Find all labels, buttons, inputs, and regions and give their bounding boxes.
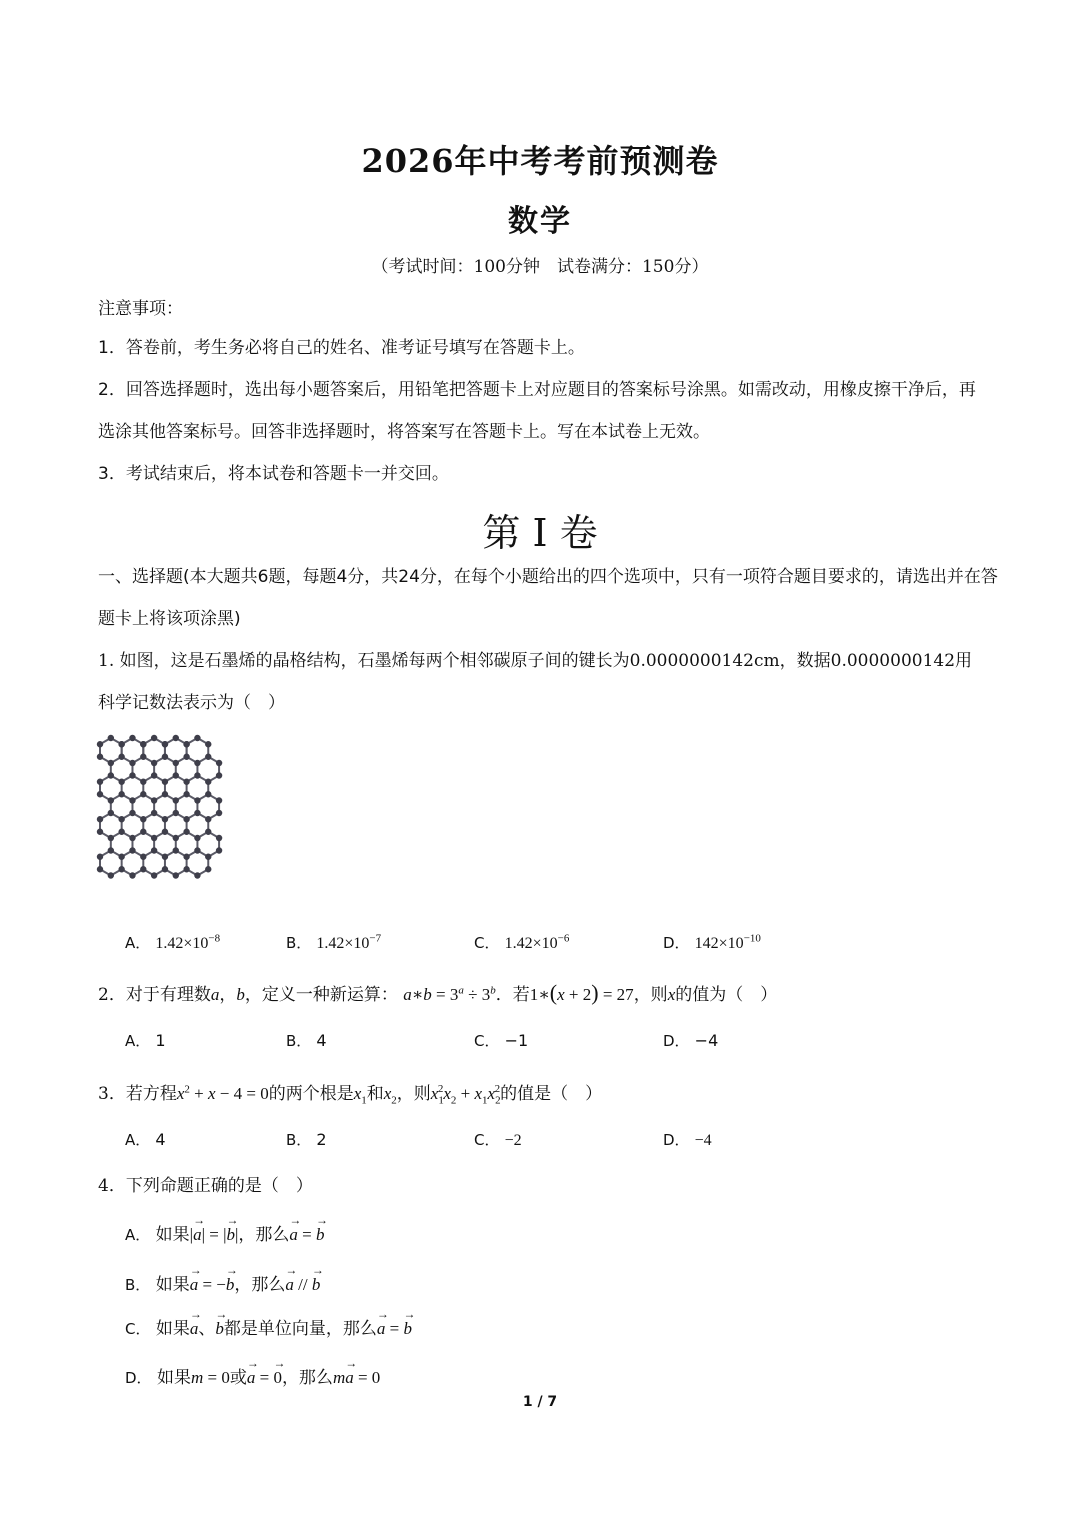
carbon-atom	[118, 779, 124, 785]
q4-option-a[interactable]: A． 如果|→ a| = |→ b|，那么→ a = → b	[125, 1220, 324, 1245]
carbon-atom	[129, 872, 135, 878]
carbon-atom	[173, 835, 179, 841]
carbon-atom	[108, 835, 114, 841]
carbon-atom	[108, 797, 114, 803]
q1-option-a[interactable]: A． $1.42\times 10^{-8}$	[125, 932, 221, 952]
carbon-atom	[162, 829, 168, 835]
carbon-atom	[183, 816, 189, 822]
carbon-atom	[97, 741, 103, 747]
q4-option-d[interactable]: D． 如果m = 0或→ a = → 0，那么m→ a = 0	[125, 1363, 380, 1388]
carbon-atom	[151, 847, 157, 853]
q1-option-c[interactable]: C． $1.42\times 10^{-6}$	[474, 932, 570, 952]
carbon-atom	[216, 847, 222, 853]
carbon-atom	[183, 829, 189, 835]
carbon-atom	[129, 835, 135, 841]
carbon-atom	[151, 797, 157, 803]
carbon-atom	[162, 816, 168, 822]
carbon-atom	[216, 760, 222, 766]
carbon-atom	[151, 735, 157, 741]
section-description: 一、选择题(本大题共6题，每题4分，共24分，在每个小题给出的四个选项中，只有一项符合题目要求的，请选出并在答题卡上将该项涂黑)	[98, 567, 998, 629]
carbon-atom	[129, 735, 135, 741]
q3-option-b[interactable]: B． 2	[286, 1130, 327, 1149]
carbon-atom	[97, 816, 103, 822]
question-1-stem: 1. 如图，这是石墨烯的晶格结构，石墨烯每两个相邻碳原子间的键长为0.0000000142cm，数据0.0000000142用科学记数法表示为（ ）	[98, 651, 973, 713]
carbon-atom	[205, 816, 211, 822]
carbon-atom	[118, 854, 124, 860]
carbon-atom	[205, 779, 211, 785]
carbon-atom	[151, 835, 157, 841]
q3-option-d[interactable]: D． −4	[663, 1131, 712, 1149]
carbon-atom	[129, 847, 135, 853]
carbon-atom	[108, 760, 114, 766]
carbon-atom	[173, 797, 179, 803]
carbon-atom	[194, 810, 200, 816]
carbon-atom	[97, 779, 103, 785]
note-item-3: 3．考试结束后，将本试卷和答题卡一并交回。	[98, 464, 449, 484]
carbon-atom	[194, 772, 200, 778]
exam-info: （考试时间：100分钟 试卷满分：150分）	[371, 257, 709, 277]
carbon-atom	[194, 835, 200, 841]
carbon-atom	[151, 760, 157, 766]
carbon-atom	[205, 829, 211, 835]
carbon-atom	[118, 791, 124, 797]
carbon-atom	[140, 816, 146, 822]
exam-title: 2026年中考考前预测卷	[361, 142, 719, 180]
carbon-atom	[173, 810, 179, 816]
carbon-atom	[173, 735, 179, 741]
carbon-atom	[216, 772, 222, 778]
carbon-atom	[173, 847, 179, 853]
carbon-atom	[162, 754, 168, 760]
q1-option-b[interactable]: B． $1.42\times 10^{-7}$	[286, 932, 382, 952]
carbon-atom	[129, 797, 135, 803]
carbon-atom	[205, 754, 211, 760]
question-4-stem: 4．下列命题正确的是（ ）	[98, 1176, 313, 1196]
carbon-atom	[205, 741, 211, 747]
carbon-atom	[108, 810, 114, 816]
carbon-atom	[183, 754, 189, 760]
q2-option-b[interactable]: B． 4	[286, 1031, 327, 1050]
carbon-atom	[162, 741, 168, 747]
carbon-atom	[173, 772, 179, 778]
carbon-atom	[183, 791, 189, 797]
carbon-atom	[151, 872, 157, 878]
carbon-atom	[129, 760, 135, 766]
carbon-atom	[162, 854, 168, 860]
carbon-atom	[118, 866, 124, 872]
carbon-atom	[194, 847, 200, 853]
note-item-2: 2．回答选择题时，选出每小题答案后，用铅笔把答题卡上对应题目的答案标号涂黑。如需改动，用橡皮擦干净后，再选涂其他答案标号。回答非选择题时，将答案写在答题卡上。写在本试卷上无效。	[98, 380, 976, 442]
carbon-atom	[108, 872, 114, 878]
graphene-lattice-icon	[96, 734, 266, 914]
question-3-stem: 3．若方程$x^2 + x - 4 = 0$的两个根是$x_1$和$x_2$，则$x_1^2x_2 + x_1x_2^2$的值是（ ）	[98, 1083, 603, 1107]
carbon-atom	[205, 791, 211, 797]
carbon-atom	[108, 847, 114, 853]
carbon-atom	[173, 872, 179, 878]
q3-option-c[interactable]: C． −2	[474, 1131, 522, 1149]
page-number: 1 / 7	[522, 1394, 558, 1410]
carbon-atom	[151, 772, 157, 778]
carbon-atom	[140, 854, 146, 860]
carbon-atom	[216, 797, 222, 803]
carbon-atom	[162, 779, 168, 785]
carbon-atom	[151, 810, 157, 816]
q4-option-c[interactable]: C． 如果→ a、→ b都是单位向量，那么→ a = → b	[125, 1314, 412, 1339]
carbon-atom	[183, 866, 189, 872]
carbon-atom	[97, 854, 103, 860]
carbon-atom	[194, 797, 200, 803]
q4-option-b[interactable]: B． 如果→ a = −→ b，那么→ a // → b	[125, 1270, 320, 1295]
carbon-atom	[194, 872, 200, 878]
carbon-atom	[118, 741, 124, 747]
q2-option-d[interactable]: D． −4	[663, 1031, 719, 1050]
carbon-atom	[194, 735, 200, 741]
carbon-atom	[183, 854, 189, 860]
carbon-atom	[118, 816, 124, 822]
carbon-atom	[129, 772, 135, 778]
carbon-atom	[205, 866, 211, 872]
carbon-atom	[108, 772, 114, 778]
q1-option-d[interactable]: D． $142\times 10^{-10}$	[663, 932, 761, 952]
carbon-atom	[173, 760, 179, 766]
q3-option-a[interactable]: A． 4	[125, 1130, 166, 1149]
carbon-atom	[162, 791, 168, 797]
q2-option-c[interactable]: C． −1	[474, 1031, 529, 1050]
q2-option-a[interactable]: A． 1	[125, 1031, 166, 1050]
carbon-atom	[183, 741, 189, 747]
carbon-atom	[140, 779, 146, 785]
carbon-atom	[140, 754, 146, 760]
carbon-atom	[140, 791, 146, 797]
carbon-atom	[140, 866, 146, 872]
carbon-atom	[118, 829, 124, 835]
carbon-atom	[216, 810, 222, 816]
carbon-atom	[183, 779, 189, 785]
exam-subject: 数学	[508, 204, 572, 239]
carbon-atom	[194, 760, 200, 766]
carbon-atom	[140, 741, 146, 747]
carbon-atom	[97, 791, 103, 797]
section-title: 第 I 卷	[482, 511, 598, 555]
carbon-atom	[129, 810, 135, 816]
carbon-atom	[205, 854, 211, 860]
carbon-atom	[118, 754, 124, 760]
carbon-atom	[162, 866, 168, 872]
carbon-atom	[97, 829, 103, 835]
question-2-stem: 2．对于有理数a，b，定义一种新运算： a∗b = $3^a \div 3^b$．若1∗(x + 2) = 27，则x的值为（ ）	[98, 980, 778, 1005]
notes-heading: 注意事项：	[98, 299, 183, 319]
carbon-atom	[97, 754, 103, 760]
carbon-atom	[140, 829, 146, 835]
carbon-atom	[108, 735, 114, 741]
note-item-1: 1．答卷前，考生务必将自己的姓名、准考证号填写在答题卡上。	[98, 338, 585, 358]
carbon-atom	[216, 835, 222, 841]
carbon-atom	[97, 866, 103, 872]
